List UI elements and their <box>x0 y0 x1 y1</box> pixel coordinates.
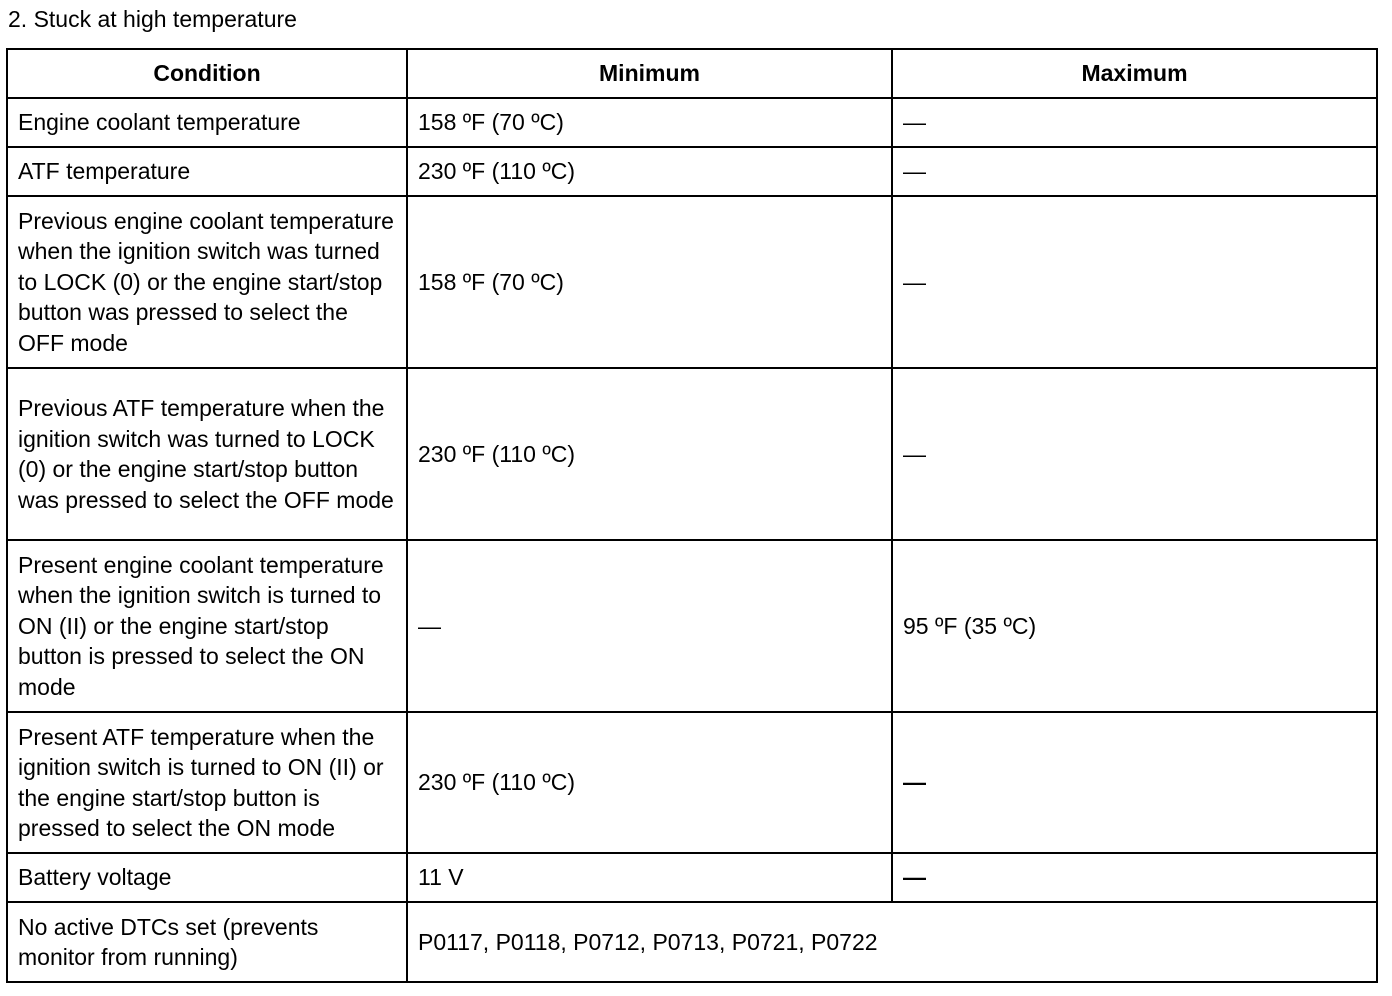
condition-cell: ATF temperature <box>7 147 407 196</box>
table-row <box>7 196 1377 368</box>
table-row <box>7 712 1377 853</box>
dtc-list-cell: P0117, P0118, P0712, P0713, P0721, P0722 <box>407 902 1377 982</box>
condition-cell: Engine coolant temperature <box>7 98 407 147</box>
table-row <box>7 853 1377 902</box>
minimum-cell: 11 V <box>407 853 892 902</box>
condition-cell: Present ATF temperature when the ignition switch is turned to ON (II) or the engine start/stop button is pressed to select the ON mode <box>7 712 407 853</box>
minimum-cell: 230 ºF (110 ºC) <box>407 368 892 540</box>
minimum-cell: 230 ºF (110 ºC) <box>407 712 892 853</box>
maximum-cell: — <box>892 147 1377 196</box>
table-row <box>7 98 1377 147</box>
condition-cell: Present engine coolant temperature when the ignition switch is turned to ON (II) or the engine start/stop button is pressed to select the ON mode <box>7 540 407 712</box>
table-header-row <box>7 49 1377 98</box>
table-row <box>7 540 1377 712</box>
maximum-cell: — <box>892 98 1377 147</box>
header-minimum: Minimum <box>407 49 892 98</box>
condition-cell: Battery voltage <box>7 853 407 902</box>
section-title: 2. Stuck at high temperature <box>8 6 297 32</box>
table-row <box>7 368 1377 540</box>
maximum-cell: 95 ºF (35 ºC) <box>892 540 1377 712</box>
condition-cell: No active DTCs set (prevents monitor from running) <box>7 902 407 982</box>
minimum-cell: 230 ºF (110 ºC) <box>407 147 892 196</box>
conditions-table <box>6 48 1378 983</box>
condition-cell: Previous ATF temperature when the ignition switch was turned to LOCK (0) or the engine start/stop button was pressed to select the OFF mode <box>7 368 407 540</box>
maximum-cell: — <box>892 712 1377 853</box>
table-row <box>7 902 1377 982</box>
header-condition: Condition <box>7 49 407 98</box>
maximum-cell: — <box>892 368 1377 540</box>
header-maximum: Maximum <box>892 49 1377 98</box>
condition-cell: Previous engine coolant temperature when the ignition switch was turned to LOCK (0) or the engine start/stop button was pressed to select the OFF mode <box>7 196 407 368</box>
minimum-cell: — <box>407 540 892 712</box>
maximum-cell: — <box>892 853 1377 902</box>
table-row <box>7 147 1377 196</box>
minimum-cell: 158 ºF (70 ºC) <box>407 98 892 147</box>
maximum-cell: — <box>892 196 1377 368</box>
minimum-cell: 158 ºF (70 ºC) <box>407 196 892 368</box>
